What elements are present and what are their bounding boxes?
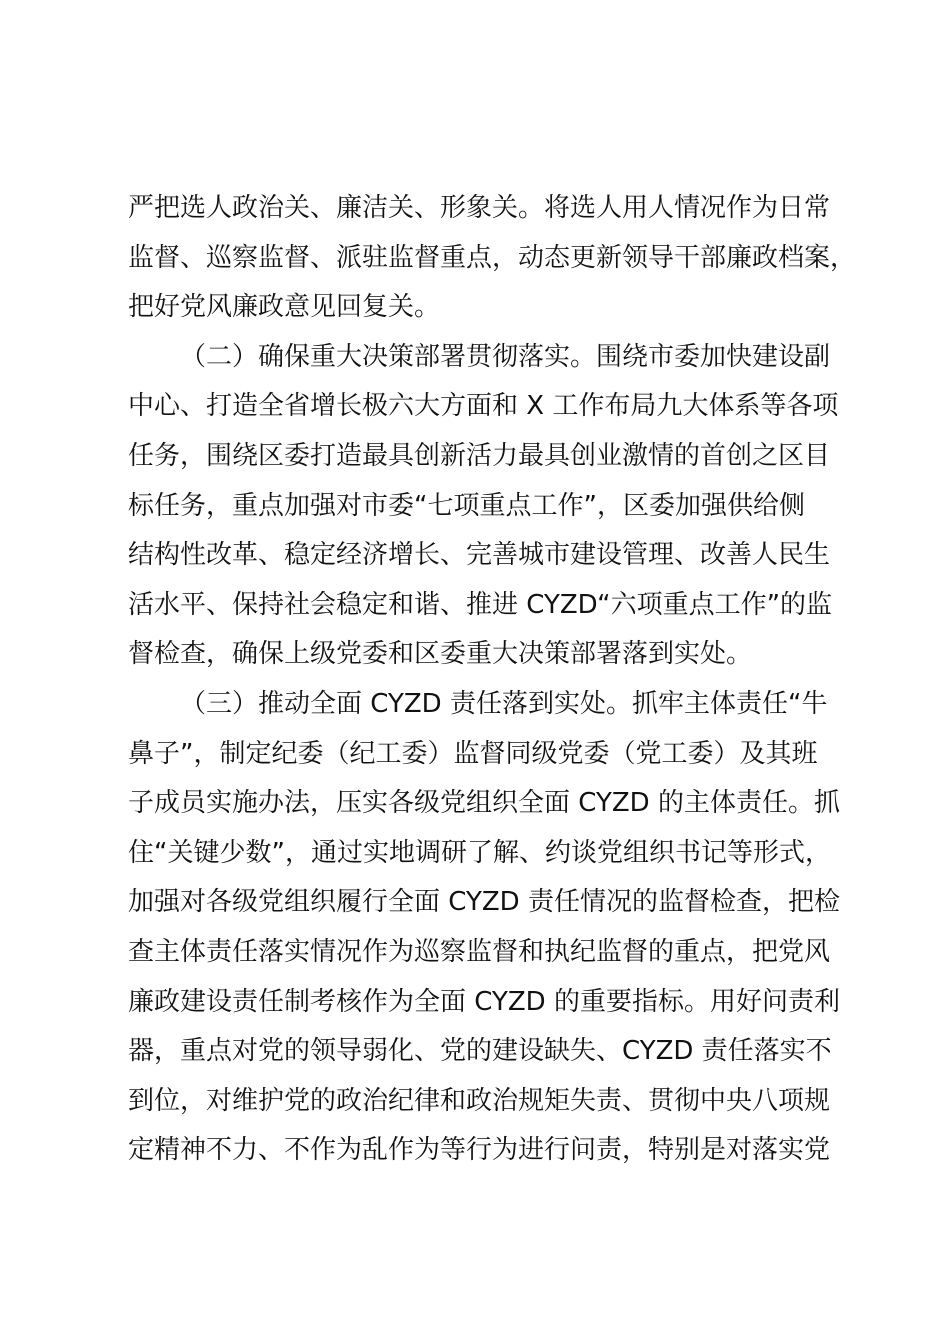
section-heading-line: （三）推动全面 CYZD 责任落到实处。抓牢主体责任“牛 bbox=[180, 688, 828, 719]
text-line: 鼻子”，制定纪委（纪工委）监督同级党委（党工委）及其班 bbox=[128, 738, 818, 769]
text-line: 任务，围绕区委打造最具创新活力最具创业激情的首创之区目 bbox=[128, 440, 831, 471]
text-line: 器，重点对党的领导弱化、党的建设缺失、CYZD 责任落实不 bbox=[128, 1036, 832, 1067]
section-heading-line: （二）确保重大决策部署贯彻落实。围绕市委加快建设副 bbox=[180, 341, 831, 372]
text-line: 活水平、保持社会稳定和谐、推进 CYZD“六项重点工作”的监 bbox=[128, 589, 833, 620]
text-line: 廉政建设责任制考核作为全面 CYZD 的重要指标。用好问责利 bbox=[128, 986, 840, 1017]
text-line: 标任务，重点加强对市委“七项重点工作”，区委加强供给侧 bbox=[128, 490, 805, 521]
text-line: 住“关键少数”，通过实地调研了解、约谈党组织书记等形式， bbox=[128, 837, 831, 868]
text-line: 加强对各级党组织履行全面 CYZD 责任情况的监督检查，把检 bbox=[128, 887, 840, 918]
text-line: 督检查，确保上级党委和区委重大决策部署落到实处。 bbox=[128, 639, 753, 670]
text-line: 严把选人政治关、廉洁关、形象关。将选人用人情况作为日常 bbox=[128, 193, 831, 223]
body-text bbox=[128, 184, 857, 1176]
text-line: 把好党风廉政意见回复关。 bbox=[128, 292, 441, 323]
text-line: 定精神不力、不作为乱作为等行为进行问责，特别是对落实党 bbox=[128, 1135, 831, 1166]
text-line: 监督、巡察监督、派驻监督重点，动态更新领导干部廉政档案， bbox=[128, 242, 857, 273]
text-line: 查主体责任落实情况作为巡察监督和执纪监督的重点，把党风 bbox=[128, 936, 831, 967]
text-line: 中心、打造全省增长极六大方面和 X 工作布局九大体系等各项 bbox=[128, 391, 839, 422]
text-line: 到位，对维护党的政治纪律和政治规矩失责、贯彻中央八项规 bbox=[128, 1085, 831, 1116]
text-line: 子成员实施办法，压实各级党组织全面 CYZD 的主体责任。抓 bbox=[128, 788, 840, 819]
text-line: 结构性改革、稳定经济增长、完善城市建设管理、改善人民生 bbox=[128, 540, 831, 571]
